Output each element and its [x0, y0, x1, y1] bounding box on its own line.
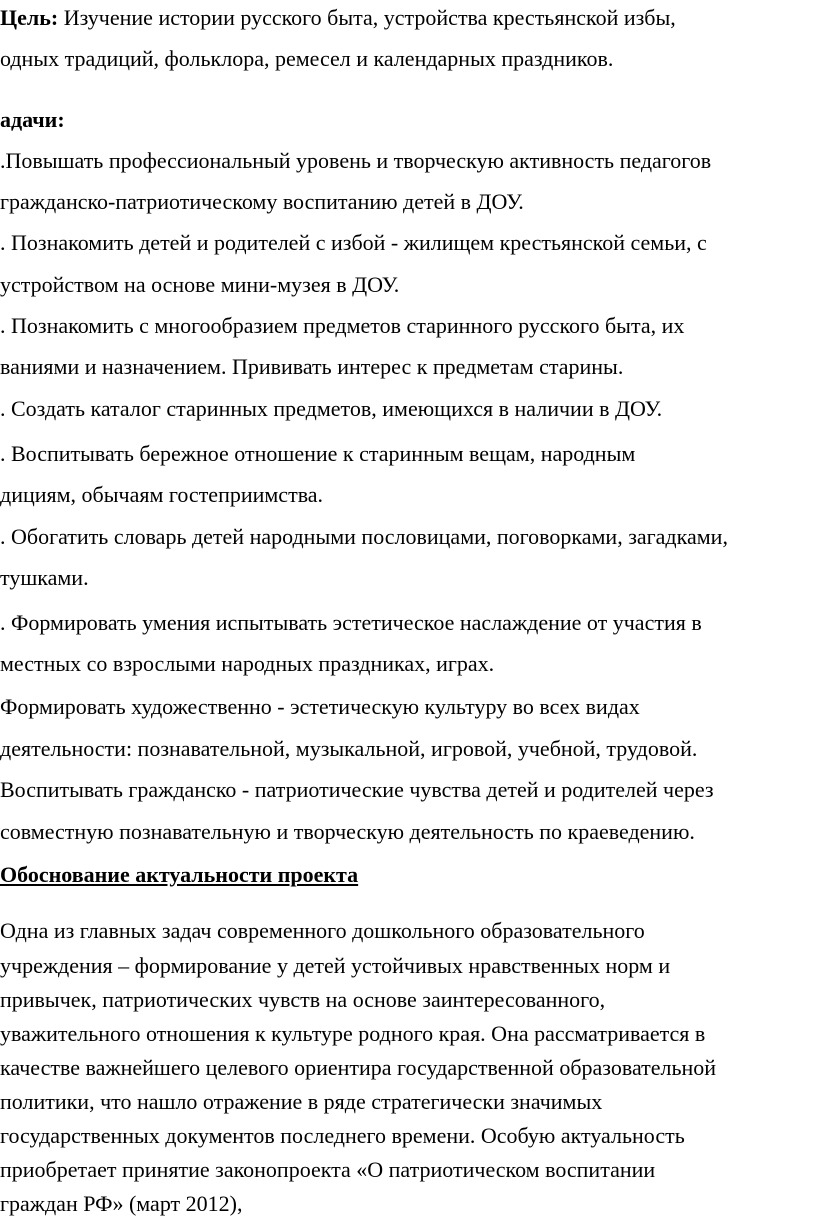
tasks-line: .Повышать профессиональный уровень и творческую активность педагогов: [0, 148, 712, 173]
goal-line-2: одных традиций, фольклора, ремесел и календарных праздников.: [0, 46, 614, 71]
rationale-line: политики, что нашло отражение в ряде стратегически значимых: [0, 1089, 603, 1114]
tasks-line: . Воспитывать бережное отношение к старинным вещам, народным: [0, 441, 636, 466]
rationale-line: государственных документов последнего времени. Особую актуальность: [0, 1123, 685, 1148]
rationale-line: Одна из главных задач современного дошкольного образовательного: [0, 918, 645, 943]
tasks-line: . Познакомить детей и родителей с избой - жилищем крестьянской семьи, с: [0, 230, 707, 255]
goal-text: Изучение истории русского быта, устройства крестьянской избы,: [58, 5, 676, 30]
rationale-line: граждан РФ» (март 2012),: [0, 1191, 243, 1216]
goal-label: Цель:: [0, 5, 59, 30]
tasks-heading: адачи:: [0, 107, 65, 132]
rationale-line: учреждения – формирование у детей устойчивых нравственных норм и: [0, 953, 671, 978]
rationale-line: качестве важнейшего целевого ориентира государственной образовательной: [0, 1055, 717, 1080]
rationale-heading: Обоснование актуальности проекта: [0, 862, 359, 887]
rationale-line: уважительного отношения к культуре родного края. Она рассматривается в: [0, 1021, 706, 1046]
tasks-line: . Познакомить с многообразием предметов старинного русского быта, их: [0, 313, 685, 338]
tasks-line: дициям, обычаям гостеприимства.: [0, 482, 324, 507]
rationale-line: привычек, патриотических чувств на основе заинтересованного,: [0, 987, 606, 1012]
rationale-line: приобретает принятие законопроекта «О патриотическом воспитании: [0, 1157, 656, 1182]
tasks-line: местных со взрослыми народных праздниках, играх.: [0, 651, 495, 676]
tasks-line: деятельности: познавательной, музыкальной, игровой, учебной, трудовой.: [0, 736, 698, 761]
tasks-line: . Обогатить словарь детей народными пословицами, поговорками, загадками,: [0, 524, 728, 549]
tasks-line: . Формировать умения испытывать эстетическое наслаждение от участия в: [0, 610, 702, 635]
tasks-line: . Создать каталог старинных предметов, имеющихся в наличии в ДОУ.: [0, 396, 663, 421]
tasks-line: гражданско-патриотическому воспитанию детей в ДОУ.: [0, 189, 524, 214]
tasks-line: ваниями и назначением. Прививать интерес к предметам старины.: [0, 354, 624, 379]
tasks-line: тушками.: [0, 565, 89, 590]
tasks-line: совместную познавательную и творческую деятельность по краеведению.: [0, 819, 695, 844]
tasks-line: Воспитывать гражданско - патриотические чувства детей и родителей через: [0, 777, 714, 802]
goal-line-1: [0, 5, 676, 31]
tasks-line: Формировать художественно - эстетическую культуру во всех видах: [0, 694, 640, 719]
tasks-line: устройством на основе мини-музея в ДОУ.: [0, 272, 400, 297]
